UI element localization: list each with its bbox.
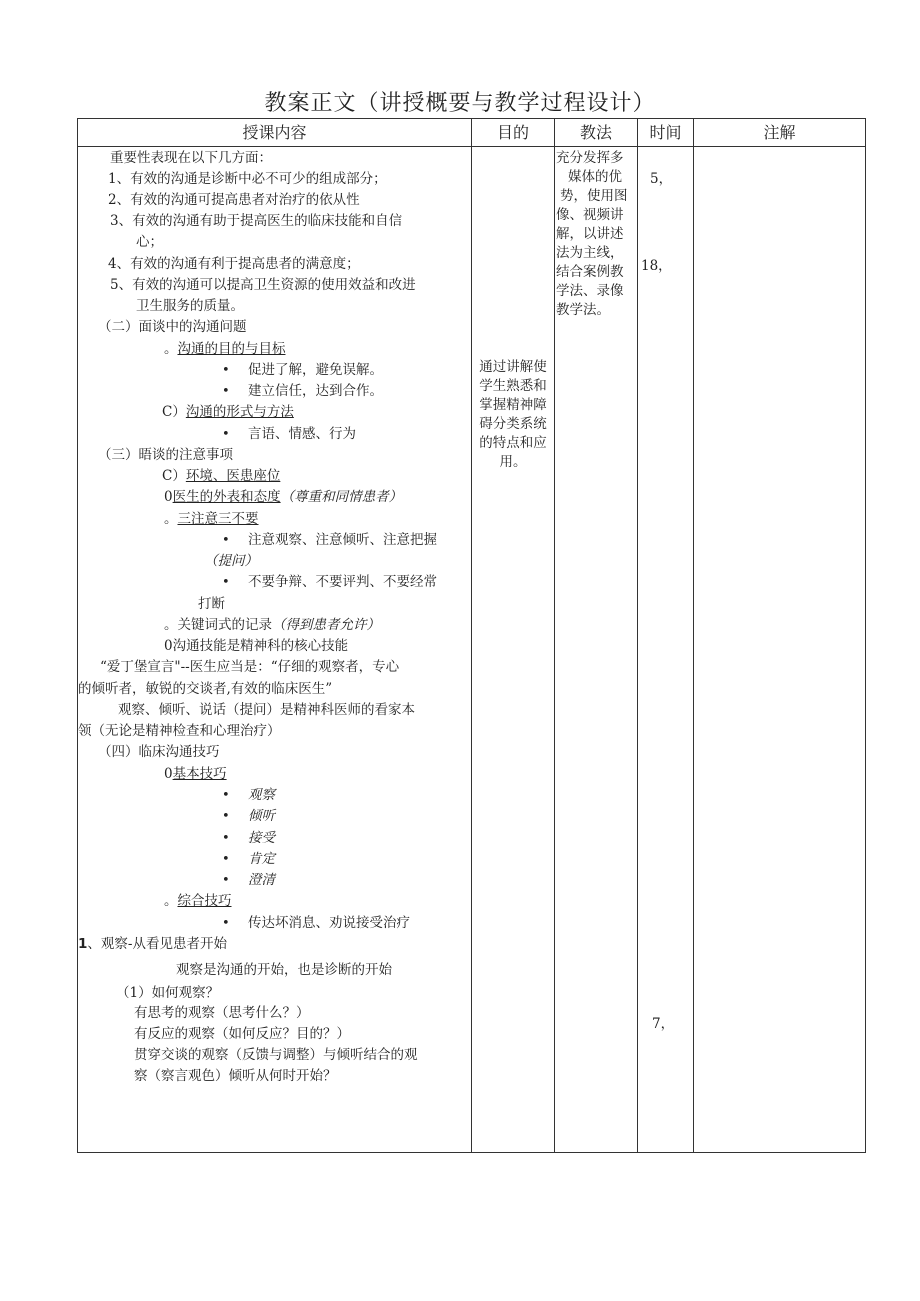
subheading-text: 医生的外表和态度 — [172, 489, 281, 505]
content-line: 心； — [136, 234, 163, 250]
content-line: 2、有效的沟通可提高患者对治疗的依从性 — [108, 192, 360, 208]
method-cell — [556, 149, 637, 320]
col-border — [77, 118, 78, 1153]
annotation: （尊重和同情患者） — [280, 489, 403, 505]
purpose-line: 碍分类系统 — [479, 416, 547, 432]
subheading — [164, 764, 227, 785]
subheading-text: 环境、医患座位 — [185, 468, 281, 484]
content-line: 有反应的观察（如何反应？目的？） — [134, 1026, 350, 1042]
section-heading — [78, 934, 227, 955]
subheading — [162, 466, 280, 487]
header-content: 授课内容 — [242, 123, 307, 142]
method-line: 结合案例教 — [556, 264, 624, 280]
content-line: 言语、情感、行为 — [248, 426, 356, 442]
content-line: 0沟通技能是精神科的核心技能 — [164, 638, 349, 654]
bullet: • — [222, 788, 230, 803]
bullet: • — [222, 831, 230, 846]
method-line: 解，以讲述 — [556, 226, 624, 242]
purpose-cell — [472, 358, 554, 472]
bullet: • — [222, 809, 230, 824]
content-line: 建立信任，达到合作。 — [248, 383, 383, 399]
purpose-line: 用。 — [499, 454, 527, 470]
content-text: 。关键词式的记录 — [164, 617, 272, 633]
method-line: 学法、录像 — [556, 283, 624, 299]
marker: 0 — [164, 489, 173, 505]
subheading — [164, 487, 402, 508]
bullet: • — [222, 852, 230, 867]
bullet: • — [222, 873, 230, 888]
purpose-line: 通过讲解使 — [479, 359, 547, 375]
bullet: • — [222, 427, 230, 442]
purpose-line: 学生熟悉和 — [479, 378, 547, 394]
content-line: 领（无论是精神检查和心理治疗） — [78, 723, 281, 739]
skill-item: 接受 — [248, 830, 275, 846]
method-line: 势，使用图 — [560, 188, 628, 204]
purpose-line: 的特点和应 — [479, 435, 547, 451]
subheading — [162, 402, 294, 423]
subheading-text: 沟通的目的与目标 — [177, 341, 286, 357]
subheading — [164, 339, 286, 360]
header-method: 教法 — [579, 123, 612, 142]
marker: C） — [162, 468, 186, 484]
bullet: • — [222, 363, 230, 378]
quote-line: 的倾听者，敏锐的交谈者,有效的临床医生” — [78, 681, 333, 697]
subheading-text: 三注意三不要 — [177, 511, 259, 527]
section-title: 、观察-从看见患者开始 — [87, 936, 227, 952]
section-heading: （三）晤谈的注意事项 — [98, 447, 233, 463]
time-value: 5， — [650, 171, 673, 187]
section-heading: （四）临床沟通技巧 — [98, 744, 220, 760]
marker: 。 — [164, 893, 178, 909]
bullet: • — [222, 384, 230, 399]
annotation: （得到患者允许） — [272, 617, 380, 633]
method-line: 媒体的优 — [568, 169, 622, 185]
content-line: 3、有效的沟通有助于提高医生的临床技能和自信 — [110, 213, 403, 229]
section-heading: （二）面谈中的沟通问题 — [98, 319, 247, 335]
content-line — [164, 615, 380, 636]
content-line: （提问） — [204, 553, 258, 569]
subheading-text: 综合技巧 — [177, 893, 232, 909]
skill-item: 倾听 — [248, 808, 275, 824]
marker: C） — [162, 404, 186, 420]
bullet: • — [222, 916, 230, 931]
content-line: 注意观察、注意倾听、注意把握 — [248, 532, 437, 548]
content-line: 4、有效的沟通有利于提高患者的满意度； — [108, 256, 360, 272]
header-note: 注解 — [763, 123, 796, 142]
content-line: 传达坏消息、劝说接受治疗 — [248, 915, 410, 931]
subheading — [164, 891, 232, 912]
content-line: 观察、倾听、说话（提问）是精神科医师的看家本 — [118, 702, 415, 718]
method-line: 充分发挥多 — [556, 150, 624, 166]
method-line: 教学法。 — [556, 302, 610, 318]
col-border — [471, 118, 472, 1153]
method-line: 法为主线， — [556, 245, 624, 261]
marker: 0 — [164, 766, 173, 782]
content-line: 有思考的观察（思考什么？） — [134, 1005, 310, 1021]
subheading-text: 基本技巧 — [172, 766, 227, 782]
col-border — [554, 118, 555, 1153]
content-line: 1、有效的沟通是诊断中必不可少的组成部分； — [108, 171, 387, 187]
content-line: 促进了解，避免误解。 — [248, 362, 383, 378]
section-number: 1 — [78, 936, 88, 952]
bullet: • — [222, 533, 230, 548]
content-line: 不要争辩、不要评判、不要经常 — [248, 574, 437, 590]
marker: 。 — [164, 511, 178, 527]
time-value: 7， — [652, 1016, 675, 1032]
content-line: 5、有效的沟通可以提高卫生资源的使用效益和改进 — [110, 277, 416, 293]
skill-item: 肯定 — [248, 851, 275, 867]
content-line: 重要性表现在以下几方面： — [110, 150, 272, 166]
header-purpose: 目的 — [496, 123, 529, 142]
content-line: 观察是沟通的开始，也是诊断的开始 — [176, 962, 392, 978]
subheading-text: 沟通的形式与方法 — [185, 404, 294, 420]
content-line: 打断 — [198, 596, 225, 612]
purpose-line: 掌握精神障 — [479, 397, 547, 413]
content-line: 察（察言观色）倾听从何时开始？ — [134, 1068, 337, 1084]
content-line: （1）如何观察？ — [116, 985, 220, 1001]
col-border — [637, 118, 638, 1153]
col-border — [865, 118, 866, 1153]
method-line: 像、视频讲 — [556, 207, 624, 223]
note-cell — [694, 147, 865, 1152]
content-line: 卫生服务的质量。 — [136, 298, 244, 314]
marker: 。 — [164, 341, 178, 357]
skill-item: 观察 — [248, 787, 275, 803]
skill-item: 澄清 — [248, 872, 275, 888]
content-line: 贯穿交谈的观察（反馈与调整）与倾听结合的观 — [134, 1047, 418, 1063]
time-value: 18， — [641, 258, 672, 274]
quote-line: “爱丁堡宣言"--医生应当是：“仔细的观察者，专心 — [100, 659, 400, 675]
bullet: • — [222, 575, 230, 590]
page-title: 教案正文（讲授概要与教学过程设计） — [264, 91, 656, 116]
header-time: 时间 — [649, 123, 682, 142]
subheading — [164, 509, 259, 530]
